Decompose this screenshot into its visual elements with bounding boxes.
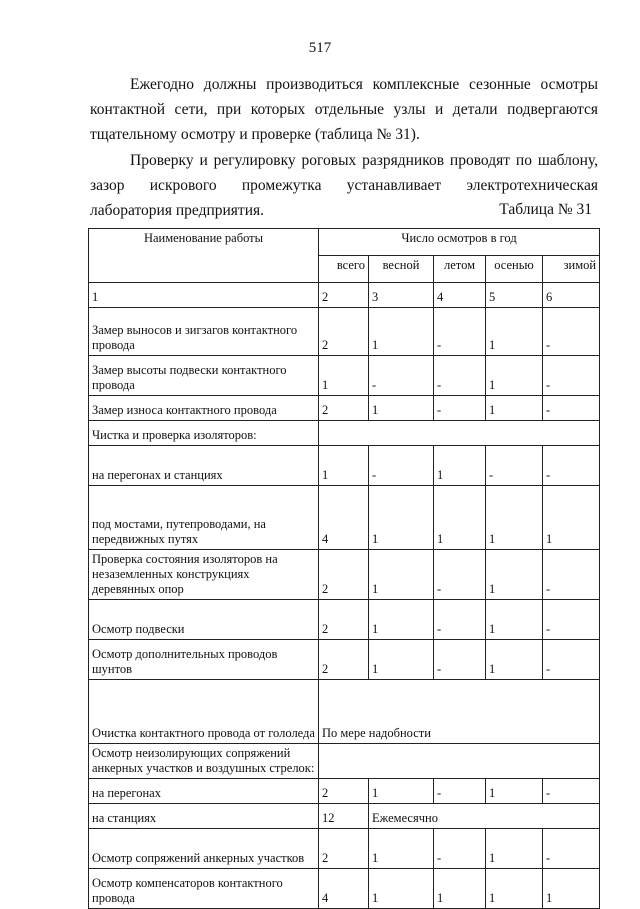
table-row <box>89 421 600 446</box>
numbering-cell: 4 <box>434 283 486 308</box>
paragraph-arresters: Проверку и регулировку роговых разрядников проводят по шаблону, зазор искрового промежутка устанавливает электротехническая лаборатория предприятия. <box>90 152 598 219</box>
work-name-cell: Осмотр компенсаторов контактного провода <box>89 869 319 909</box>
work-name-cell: на станциях <box>89 804 319 829</box>
count-cell: 4 <box>319 869 369 909</box>
work-name-cell: Осмотр сопряжений анкерных участков <box>89 829 319 869</box>
count-cell: 1 <box>543 869 600 909</box>
subheader-spring: весной <box>369 256 434 283</box>
count-cell: 1 <box>486 640 543 680</box>
count-cell: 2 <box>319 600 369 640</box>
work-name-cell: на перегонах <box>89 779 319 804</box>
count-cell: 1 <box>486 486 543 550</box>
count-cell: 1 <box>486 550 543 600</box>
count-cell: - <box>543 600 600 640</box>
count-cell: 1 <box>319 356 369 396</box>
count-cell: 1 <box>369 396 434 421</box>
work-name-cell: Очистка контактного провода от гололеда <box>89 680 319 744</box>
table-row <box>89 804 600 829</box>
table-caption: Таблица № 31 <box>499 201 592 218</box>
count-cell: 1 <box>486 396 543 421</box>
count-cell: 12 <box>319 804 369 829</box>
table-row <box>89 396 600 421</box>
work-name-cell: Осмотр подвески <box>89 600 319 640</box>
count-cell: 2 <box>319 640 369 680</box>
count-cell: 2 <box>319 779 369 804</box>
count-cell: - <box>369 356 434 396</box>
count-cell: 1 <box>369 779 434 804</box>
count-cell: - <box>486 446 543 486</box>
count-cell: - <box>543 356 600 396</box>
subheader-winter: зимой <box>543 256 600 283</box>
table-row <box>89 779 600 804</box>
count-cell: 1 <box>486 829 543 869</box>
count-cell: 1 <box>369 550 434 600</box>
inspection-table <box>88 228 600 909</box>
numbering-cell: 1 <box>89 283 319 308</box>
table-row <box>89 640 600 680</box>
count-cell: 1 <box>486 779 543 804</box>
empty-span-cell <box>319 421 600 446</box>
subheader-summer: летом <box>434 256 486 283</box>
header-work-name: Наименование работы <box>89 229 319 283</box>
count-cell: 1 <box>434 446 486 486</box>
subheader-autumn: осенью <box>486 256 543 283</box>
work-name-cell: под мостами, путепроводами, на передвижных путях <box>89 486 319 550</box>
count-cell: 1 <box>486 600 543 640</box>
work-name-cell: Чистка и проверка изоляторов: <box>89 421 319 446</box>
work-name-cell: Замер высоты подвески контактного провода <box>89 356 319 396</box>
work-name-cell: Проверка состояния изоляторов на незаземленных конструкциях деревянных опор <box>89 550 319 600</box>
count-cell: 1 <box>369 829 434 869</box>
paragraph-inspections: Ежегодно должны производиться комплексные сезонные осмотры контактной сети, при которых отдельные узлы и детали подвергаются тщательному осмотру и проверке (таблица № 31). <box>90 76 598 143</box>
work-name-cell: Осмотр неизолирующих сопряжений анкерных участков и воздушных стрелок: <box>89 744 319 779</box>
count-cell: - <box>543 550 600 600</box>
table-row <box>89 356 600 396</box>
count-cell: - <box>543 829 600 869</box>
count-cell: 1 <box>369 600 434 640</box>
work-name-cell: Замер выносов и зигзагов контактного провода <box>89 308 319 356</box>
numbering-cell: 5 <box>486 283 543 308</box>
count-cell: 1 <box>434 869 486 909</box>
numbering-cell: 6 <box>543 283 600 308</box>
subheader-total: всего <box>319 256 369 283</box>
count-cell: - <box>434 308 486 356</box>
table-row <box>89 308 600 356</box>
count-cell: - <box>543 446 600 486</box>
header-inspections-per-year: Число осмотров в год <box>319 229 600 256</box>
count-cell: 2 <box>319 550 369 600</box>
count-cell: - <box>434 600 486 640</box>
count-cell: - <box>434 396 486 421</box>
count-cell: 1 <box>319 446 369 486</box>
count-cell: - <box>434 779 486 804</box>
count-cell: - <box>543 779 600 804</box>
count-cell: 1 <box>486 356 543 396</box>
count-cell: 1 <box>486 869 543 909</box>
numbering-row <box>89 283 600 308</box>
merged-note-cell: По мере надобности <box>319 680 600 744</box>
count-cell: - <box>543 308 600 356</box>
count-cell: 1 <box>543 486 600 550</box>
numbering-cell: 2 <box>319 283 369 308</box>
count-cell: - <box>543 640 600 680</box>
count-cell: 2 <box>319 829 369 869</box>
count-cell: 1 <box>369 640 434 680</box>
count-cell: - <box>434 550 486 600</box>
work-name-cell: Замер износа контактного провода <box>89 396 319 421</box>
count-cell: 1 <box>369 486 434 550</box>
work-name-cell: Осмотр дополнительных проводов шунтов <box>89 640 319 680</box>
merged-note-cell: Ежемесячно <box>369 804 600 829</box>
table-row <box>89 869 600 909</box>
table-row <box>89 680 600 744</box>
count-cell: - <box>434 640 486 680</box>
table-body <box>89 283 600 909</box>
numbering-cell: 3 <box>369 283 434 308</box>
table-row <box>89 486 600 550</box>
count-cell: 2 <box>319 396 369 421</box>
page-number: 517 <box>308 40 332 56</box>
count-cell: 1 <box>369 308 434 356</box>
count-cell: - <box>434 829 486 869</box>
count-cell: 1 <box>486 308 543 356</box>
count-cell: 2 <box>319 308 369 356</box>
table-row <box>89 446 600 486</box>
empty-span-cell <box>319 744 600 779</box>
work-name-cell: на перегонах и станциях <box>89 446 319 486</box>
count-cell: 4 <box>319 486 369 550</box>
count-cell: - <box>434 356 486 396</box>
count-cell: 1 <box>369 869 434 909</box>
count-cell: 1 <box>434 486 486 550</box>
count-cell: - <box>369 446 434 486</box>
table-row <box>89 744 600 779</box>
table-row <box>89 829 600 869</box>
count-cell: - <box>543 396 600 421</box>
table-row <box>89 550 600 600</box>
table-row <box>89 600 600 640</box>
